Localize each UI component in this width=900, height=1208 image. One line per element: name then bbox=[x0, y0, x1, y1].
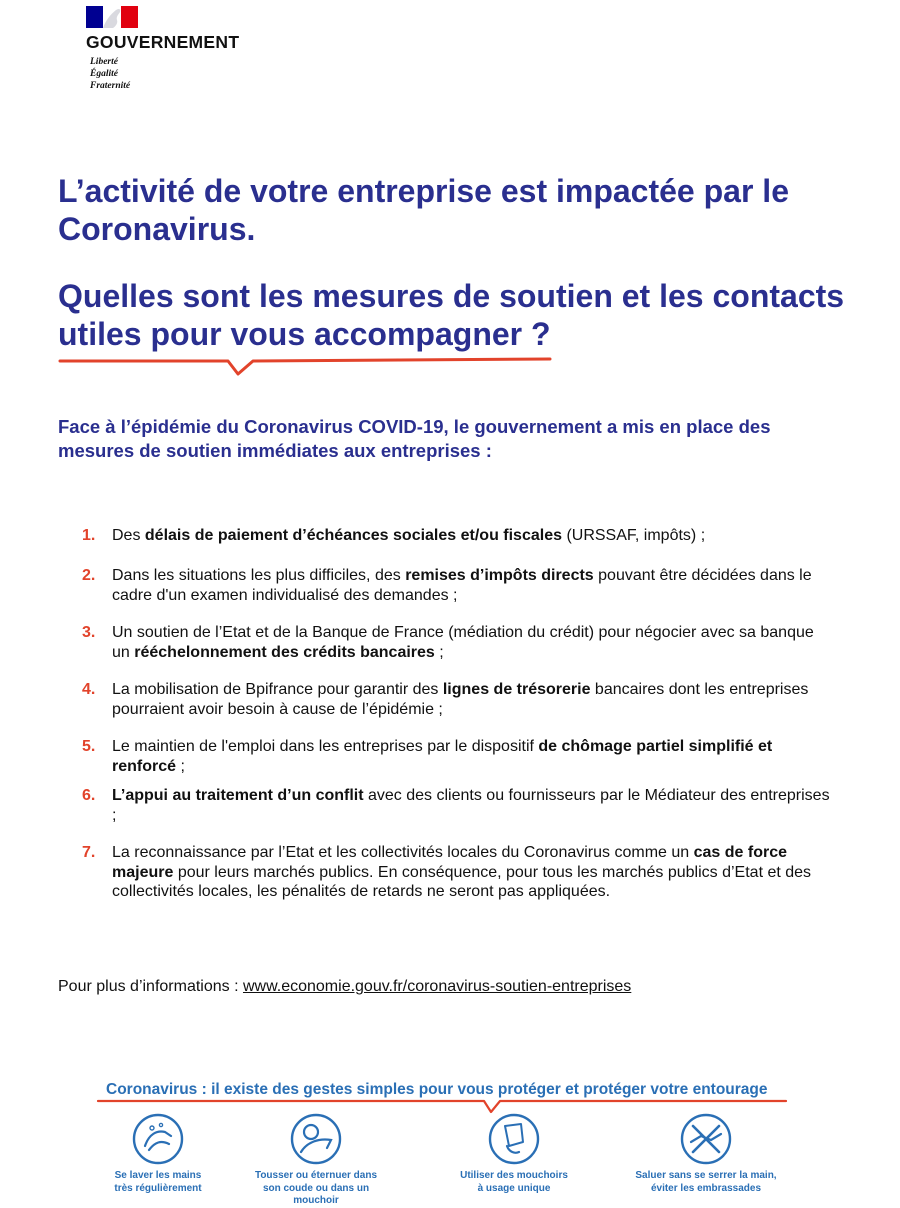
list-number: 6. bbox=[82, 787, 96, 804]
list-text: Dans les situations les plus difficiles, des remises d’impôts directs pouvant être décidées dans le cadre d'un examen individualisé des demandes ; bbox=[112, 567, 812, 604]
list-text: La mobilisation de Bpifrance pour garantir des lignes de trésorerie bancaires dont les entreprises pourraient avoir besoin à cause de l’épidémie ; bbox=[112, 681, 809, 718]
list-text: Des délais de paiement d’échéances sociales et/ou fiscales (URSSAF, impôts) ; bbox=[112, 527, 706, 544]
list-number: 3. bbox=[82, 624, 96, 641]
gesture-caption: Saluer sans se serrer la main, éviter les embrassades bbox=[635, 1170, 777, 1194]
intro-text: Face à l’épidémie du Coronavirus COVID-19, le gouvernement a mis en place des mesures de soutien immédiates aux entreprises : bbox=[58, 416, 771, 461]
gesture-caption: Tousser ou éternuer dans son coude ou dans un mouchoir bbox=[254, 1170, 378, 1206]
list-number: 4. bbox=[82, 681, 96, 698]
gesture-item bbox=[631, 1112, 781, 1195]
gesture-item bbox=[439, 1112, 589, 1195]
government-name: GOUVERNEMENT bbox=[86, 32, 240, 52]
list-text: L’appui au traitement d’un conflit avec des clients ou fournisseurs par le Médiateur des entreprises ; bbox=[112, 787, 830, 824]
more-info-label: Pour plus d’informations : bbox=[58, 978, 243, 995]
motto-line: Liberté bbox=[90, 57, 118, 67]
list-item bbox=[82, 786, 832, 825]
tissue-icon bbox=[487, 1112, 541, 1166]
list-number: 2. bbox=[82, 567, 96, 584]
hand-washing-icon bbox=[131, 1112, 185, 1166]
list-number: 1. bbox=[82, 527, 96, 544]
motto bbox=[90, 56, 130, 92]
no-handshake-icon bbox=[679, 1112, 733, 1166]
banner-title: Coronavirus : il existe des gestes simples pour vous protéger et protéger votre entourage bbox=[106, 1081, 768, 1098]
list-text: La reconnaissance par l’Etat et les collectivités locales du Coronavirus comme un cas de force majeure pour leurs marchés publics. En conséquence, pour tous les marchés publics d’Etat et des collectivités locales, les pénalités de retards ne seront pas appliquées. bbox=[112, 844, 812, 900]
list-number: 7. bbox=[82, 844, 96, 861]
list-item bbox=[82, 737, 832, 776]
marianne-flag-icon bbox=[86, 6, 138, 28]
gesture-item bbox=[241, 1112, 391, 1208]
page-title: L’activité de votre entreprise est impactée par le Coronavirus. bbox=[58, 173, 789, 247]
list-item bbox=[82, 566, 832, 605]
more-info bbox=[58, 977, 631, 997]
gesture-item bbox=[83, 1112, 233, 1195]
speech-underline-decoration bbox=[58, 356, 558, 380]
more-info-link[interactable]: www.economie.gouv.fr/coronavirus-soutien-entreprises bbox=[242, 978, 632, 995]
list-item bbox=[82, 843, 832, 902]
cough-elbow-icon bbox=[289, 1112, 343, 1166]
list-number: 5. bbox=[82, 738, 96, 755]
gesture-caption: Se laver les mains très régulièrement bbox=[114, 1170, 202, 1194]
list-text: Le maintien de l'emploi dans les entreprises par le dispositif de chômage partiel simplifié et renforcé ; bbox=[112, 738, 773, 775]
gesture-caption: Utiliser des mouchoirs à usage unique bbox=[460, 1170, 568, 1194]
motto-line: Fraternité bbox=[90, 81, 131, 91]
list-item bbox=[82, 623, 832, 662]
gestures-banner bbox=[96, 1076, 796, 1206]
list-item bbox=[82, 526, 832, 546]
list-text: Un soutien de l’Etat et de la Banque de France (médiation du crédit) pour négocier avec sa banque un rééchelonnement des crédits bancaires ; bbox=[112, 624, 814, 661]
motto-line: Égalité bbox=[90, 69, 118, 79]
list-item bbox=[82, 680, 832, 719]
page-question: Quelles sont les mesures de soutien et les contacts utiles pour vous accompagner ? bbox=[58, 278, 845, 352]
